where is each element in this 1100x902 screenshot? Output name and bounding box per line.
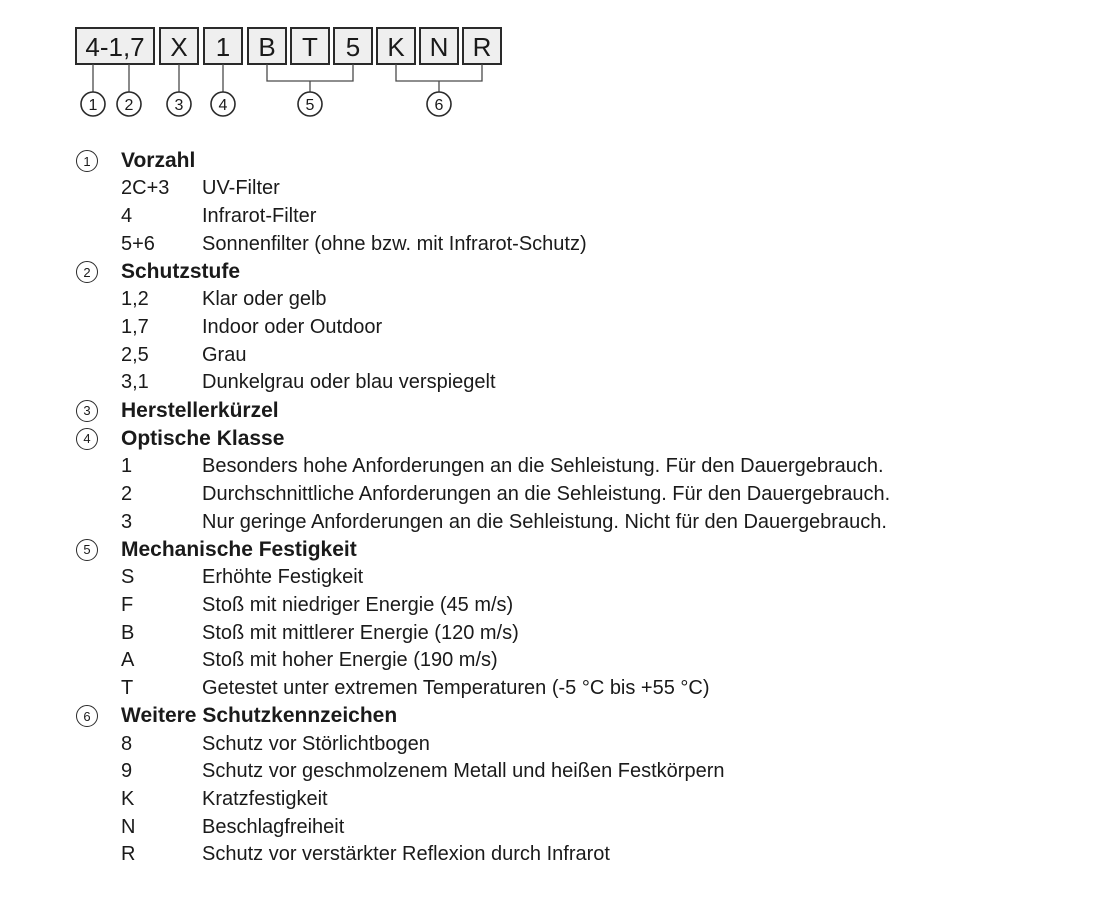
- legend: [76, 147, 1086, 869]
- row-code: 2: [121, 482, 133, 505]
- row-code: R: [121, 843, 136, 866]
- row-description: Schutz vor geschmolzenem Metall und heißen Festkörpern: [202, 760, 725, 783]
- marker-4: [211, 92, 235, 116]
- marker-number: 6: [434, 97, 444, 114]
- code-box-text: B: [258, 32, 276, 62]
- section-marker: 5: [76, 539, 98, 561]
- section-marker: 1: [76, 150, 98, 172]
- code-box-text: K: [387, 32, 405, 62]
- code-box-text: 1: [215, 32, 231, 62]
- marker-number: 5: [305, 97, 315, 114]
- code-box-text: R: [472, 32, 492, 62]
- code-box-text: X: [170, 32, 188, 62]
- code-box-weitere-n: [420, 28, 458, 64]
- section-title: Mechanische Festigkeit: [121, 537, 357, 561]
- code-box-text: 5: [345, 32, 361, 62]
- row-code: S: [121, 566, 135, 589]
- row-description: Nur geringe Anforderungen an die Sehleistung. Nicht für den Dauergebrauch.: [202, 510, 887, 533]
- marker-5: [298, 92, 322, 116]
- designation-code: [76, 28, 501, 64]
- row-description: Indoor oder Outdoor: [202, 316, 383, 339]
- row-description: Sonnenfilter (ohne bzw. mit Infrarot-Schutz): [202, 232, 587, 255]
- legend-row: [76, 758, 1086, 786]
- section-optische-klasse: [76, 425, 1086, 536]
- row-description: Dunkelgrau oder blau verspiegelt: [202, 371, 496, 394]
- section-vorzahl: [76, 147, 1086, 258]
- code-box-text: T: [302, 32, 318, 62]
- marker-6: [427, 92, 451, 116]
- row-description: Klar oder gelb: [202, 288, 327, 311]
- legend-row: [76, 813, 1086, 841]
- section-marker: 2: [76, 261, 98, 283]
- row-code: 2,5: [121, 343, 149, 366]
- row-description: Kratzfestigkeit: [202, 788, 328, 811]
- section-marker: 4: [76, 428, 98, 450]
- row-code: 1,2: [121, 288, 149, 311]
- marker-number: 3: [174, 97, 184, 114]
- section-weitere-schutzkennzeichen: [76, 702, 1086, 868]
- row-description: Stoß mit mittlerer Energie (120 m/s): [202, 621, 519, 644]
- section-header: [76, 147, 1086, 175]
- row-description: Durchschnittliche Anforderungen an die Sehleistung. Für den Dauergebrauch.: [202, 482, 891, 505]
- row-description: Erhöhte Festigkeit: [202, 566, 364, 589]
- code-box-text: N: [429, 32, 449, 62]
- code-box-optische-klasse: [204, 28, 242, 64]
- row-description: Besonders hohe Anforderungen an die Sehleistung. Für den Dauergebrauch.: [202, 455, 884, 478]
- legend-row: [76, 341, 1086, 369]
- row-code: A: [121, 649, 135, 672]
- section-marker: 3: [76, 400, 98, 422]
- legend-row: [76, 619, 1086, 647]
- section-title: Optische Klasse: [121, 426, 285, 450]
- row-code: N: [121, 815, 136, 838]
- legend-row: [76, 286, 1086, 314]
- marker-3: [167, 92, 191, 116]
- section-marker: 6: [76, 705, 98, 727]
- row-description: Schutz vor verstärkter Reflexion durch Infrarot: [202, 843, 610, 866]
- section-schutzstufe: [76, 258, 1086, 397]
- marker-1: [81, 92, 105, 116]
- section-title: Vorzahl: [121, 149, 196, 172]
- section-herstellerkuerzel: [76, 397, 1086, 425]
- row-code: F: [121, 593, 134, 616]
- row-code: 1: [121, 455, 133, 478]
- section-title: Weitere Schutzkennzeichen: [121, 704, 398, 728]
- section-title: Herstellerkürzel: [121, 398, 279, 422]
- row-code: T: [121, 676, 134, 699]
- row-code: 3,1: [121, 371, 149, 394]
- row-code: B: [121, 621, 135, 644]
- legend-row: [76, 369, 1086, 397]
- row-code: K: [121, 788, 135, 811]
- legend-row: [76, 481, 1086, 509]
- legend-row: [76, 647, 1086, 675]
- row-description: Beschlagfreiheit: [202, 815, 345, 838]
- code-box-text: 4-1,7: [85, 32, 145, 62]
- code-box-mech-t: [291, 28, 329, 64]
- row-description: Schutz vor Störlichtbogen: [202, 732, 430, 755]
- bracket-6: [396, 64, 482, 92]
- row-description: Stoß mit niedriger Energie (45 m/s): [202, 593, 514, 616]
- designation-diagram: [0, 0, 1100, 140]
- row-description: Grau: [202, 343, 247, 366]
- legend-row: [76, 314, 1086, 342]
- legend-row: [76, 175, 1086, 203]
- row-code: 8: [121, 732, 133, 755]
- legend-row: [76, 841, 1086, 869]
- section-header: [76, 397, 1086, 425]
- legend-row: [76, 564, 1086, 592]
- code-box-hersteller: [160, 28, 198, 64]
- row-code: 2C+3: [121, 177, 170, 200]
- row-description: Getestet unter extremen Temperaturen (-5 °C bis +55 °C): [202, 676, 710, 699]
- legend-row: [76, 592, 1086, 620]
- marker-number: 4: [218, 97, 228, 114]
- section-header: [76, 258, 1086, 286]
- marker-number: 1: [88, 97, 98, 114]
- code-box-weitere-k: [377, 28, 415, 64]
- row-description: UV-Filter: [202, 177, 280, 200]
- section-header: [76, 536, 1086, 564]
- legend-row: [76, 230, 1086, 258]
- legend-row: [76, 675, 1086, 703]
- row-description: Infrarot-Filter: [202, 205, 317, 228]
- marker-2: [117, 92, 141, 116]
- code-box-weitere-r: [463, 28, 501, 64]
- row-code: 3: [121, 510, 133, 533]
- row-description: Stoß mit hoher Energie (190 m/s): [202, 649, 498, 672]
- row-code: 1,7: [121, 316, 149, 339]
- code-box-mech-5: [334, 28, 372, 64]
- section-mechanische-festigkeit: [76, 536, 1086, 702]
- markers: [81, 92, 451, 116]
- row-code: 4: [121, 205, 133, 228]
- code-box-mech-b: [248, 28, 286, 64]
- row-code: 9: [121, 760, 133, 783]
- connector-lines: [93, 64, 482, 92]
- section-header: [76, 702, 1086, 730]
- legend-row: [76, 786, 1086, 814]
- legend-row: [76, 203, 1086, 231]
- section-title: Schutzstufe: [121, 260, 241, 284]
- bracket-5: [267, 64, 353, 92]
- code-box-vorzahl: [76, 28, 154, 64]
- legend-row: [76, 453, 1086, 481]
- section-header: [76, 425, 1086, 453]
- legend-row: [76, 508, 1086, 536]
- legend-row: [76, 730, 1086, 758]
- marker-number: 2: [124, 97, 134, 114]
- row-code: 5+6: [121, 232, 155, 255]
